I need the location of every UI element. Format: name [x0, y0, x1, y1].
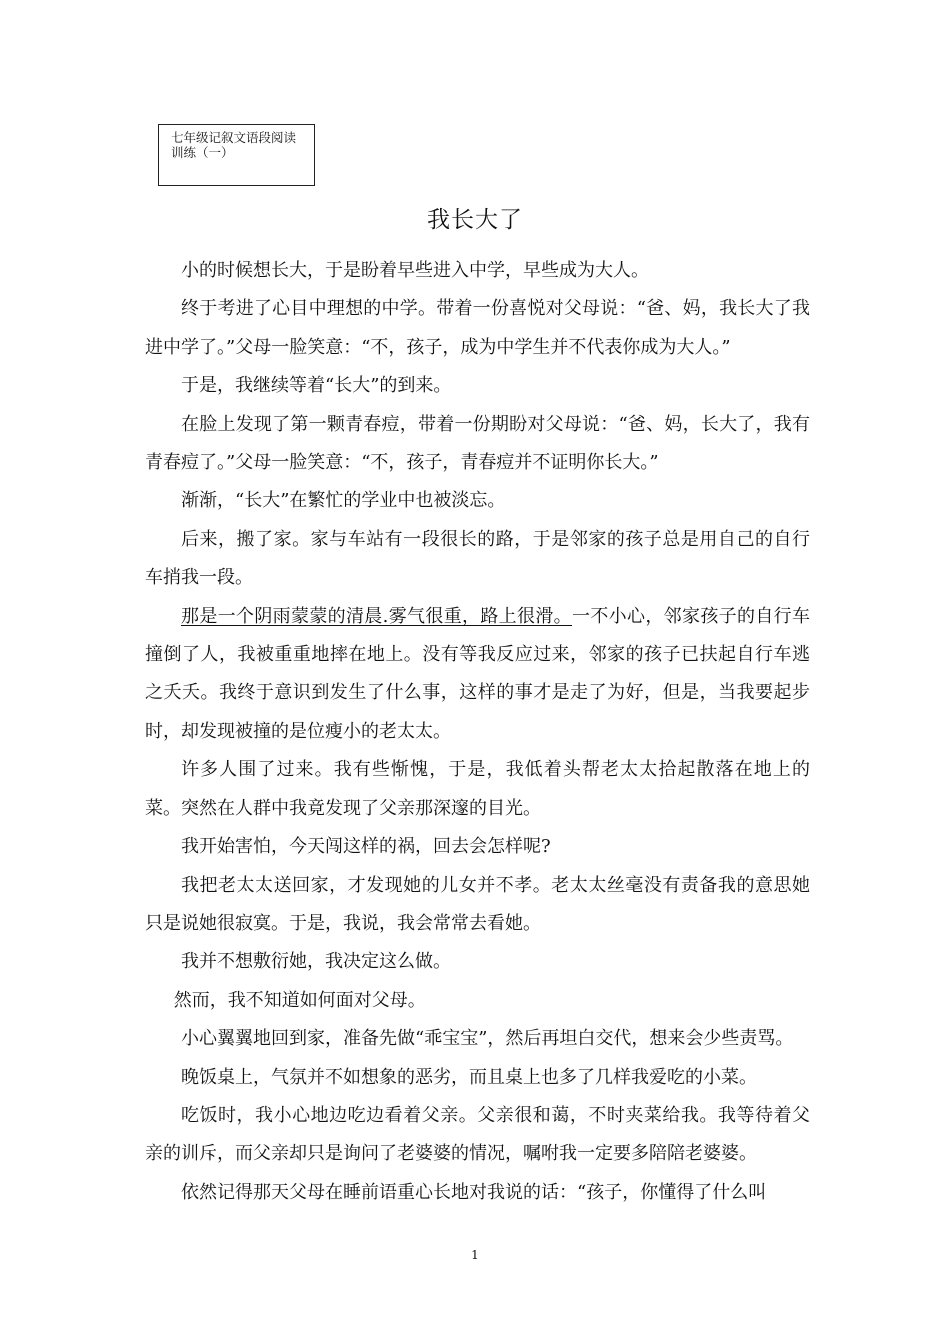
paragraph: 然而，我不知道如何面对父母。 [173, 989, 426, 1011]
paragraph: 于是，我继续等着“长大”的到来。 [181, 375, 452, 397]
paragraph: 小心翼翼地回到家，准备先做“乖宝宝”，然后再坦白交代，想来会少些责骂。 [181, 1028, 794, 1050]
paragraph: 后来，搬了家。家与车站有一段很长的路，于是邻家的孩子总是用自己的自行车捎我一段。 [145, 528, 810, 589]
exercise-label-box [158, 124, 315, 186]
paragraph: 我把老太太送回家，才发现她的儿女并不孝。老太太丝毫没有责备我的意思她只是说她很寂寞。于是，我说，我会常常去看她。 [145, 874, 810, 934]
page-number: 1 [471, 1248, 479, 1262]
paragraph: 终于考进了心目中理想的中学。带着一份喜悦对父母说：“爸、妈，我长大了我进中学了。”父母一脸笑意：“不，孩子，成为中学生并不代表你成为大人。” [145, 298, 810, 358]
paragraph: 吃饭时，我小心地边吃边看着父亲。父亲很和蔼，不时夹菜给我。我等待着父亲的训斥，而父亲却只是询问了老婆婆的情况，嘱咐我一定要多陪陪老婆婆。 [145, 1104, 810, 1165]
paragraph-continuation: 一不小心，邻家孩子的自行车撞倒了人，我被重重地摔在地上。没有等我反应过来，邻家的孩子已扶起自行车逃之夭夭。我终于意识到发生了什么事，这样的事才是走了为好，但是，当我要起步时，却发现被撞的是位瘦小的老太太。 [145, 605, 810, 742]
paragraph: 渐渐，“长大”在繁忙的学业中也被淡忘。 [181, 490, 506, 512]
paragraph: 许多人围了过来。我有些惭愧，于是，我低着头帮老太太拾起散落在地上的菜。突然在人群中我竟发现了父亲那深邃的目光。 [145, 759, 810, 819]
paragraph [145, 598, 810, 752]
paragraph: 依然记得那天父母在睡前语重心长地对我说的话：“孩子，你懂得了什么叫 [181, 1181, 767, 1203]
paragraph: 我并不想敷衍她，我决定这么做。 [181, 951, 451, 973]
paragraph: 晚饭桌上，气氛并不如想象的恶劣，而且桌上也多了几样我爱吃的小菜。 [181, 1066, 757, 1088]
article-body [145, 252, 810, 1212]
paragraph: 小的时候想长大，于是盼着早些进入中学，早些成为大人。 [181, 260, 649, 281]
paragraph: 在脸上发现了第一颗青春痘，带着一份期盼对父母说：“爸、妈，长大了，我有青春痘了。”父母一脸笑意：“不，孩子，青春痘并不证明你长大。” [145, 413, 810, 474]
exercise-label-text: 七年级记叙文语段阅读训练（一） [171, 130, 297, 160]
paragraph: 我开始害怕，今天闯这样的祸，回去会怎样呢? [181, 836, 551, 858]
underlined-sentence: 那是一个阴雨蒙蒙的清晨.雾气很重，路上很滑。 [181, 605, 573, 627]
article-title: 我长大了 [427, 207, 523, 233]
